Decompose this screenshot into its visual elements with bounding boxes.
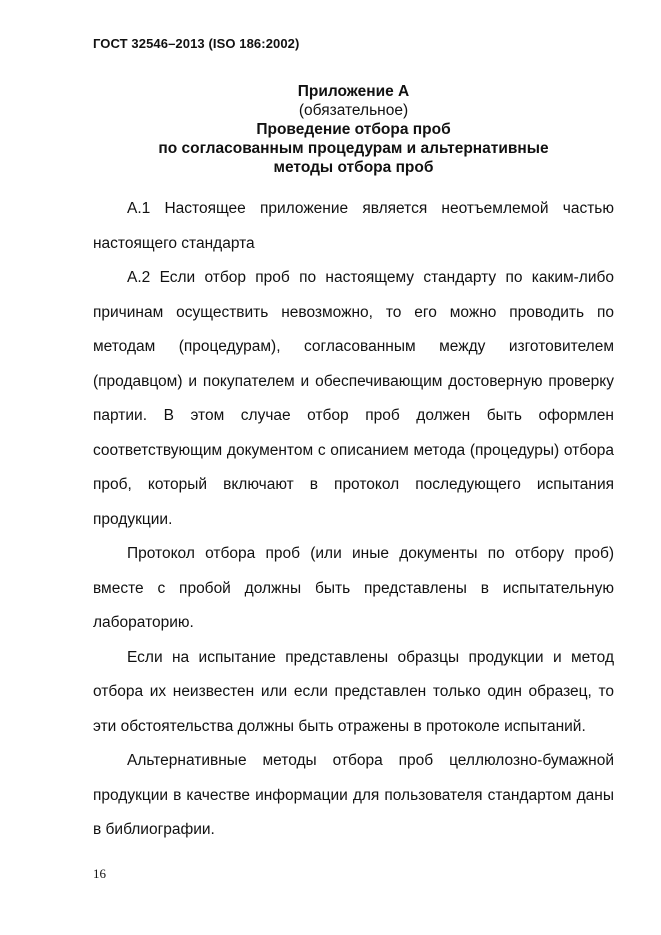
page-number: 16 [93,866,106,881]
appendix-heading-line: Проведение отбора проб [256,121,451,138]
appendix-heading-line: по согласованным процедурам и альтернативные [158,140,549,157]
document-body [93,192,614,848]
appendix-title: Приложение А [297,83,410,100]
appendix-heading [93,82,614,177]
appendix-status: (обязательное) [298,102,409,119]
paragraph-a1: А.1 Настоящее приложение является неотъемлемой частью настоящего стандарта [93,200,614,252]
paragraph-unknown-method: Если на испытание представлены образцы продукции и метод отбора их неизвестен или если представлен только один образец, то эти обстоятельства должны быть отражены в протоколе испытаний. [93,648,614,735]
appendix-heading-line: методы отбора проб [273,159,434,176]
paragraph-protocol: Протокол отбора проб (или иные документы по отбору проб) вместе с пробой должны быть представлены в испытательную лабораторию. [93,545,614,631]
paragraph-alternative-methods: Альтернативные методы отбора проб целлюлозно-бумажной продукции в качестве информации для пользователя стандартом даны в библиографии. [93,752,614,838]
paragraph-a2: А.2 Если отбор проб по настоящему стандарту по каким-либо причинам осуществить невозможно, то его можно проводить по методам (процедурам), согласованным между изготовителем (продавцом) и покупателем и обеспечивающим достоверную проверку партии. В этом случае отбор проб должен быть оформлен соответствующим документом с описанием метода (процедуры) отбора проб, который включают в протокол последующего испытания продукции. [93,269,614,528]
standard-code: ГОСТ 32546–2013 (ISO 186:2002) [93,36,300,51]
